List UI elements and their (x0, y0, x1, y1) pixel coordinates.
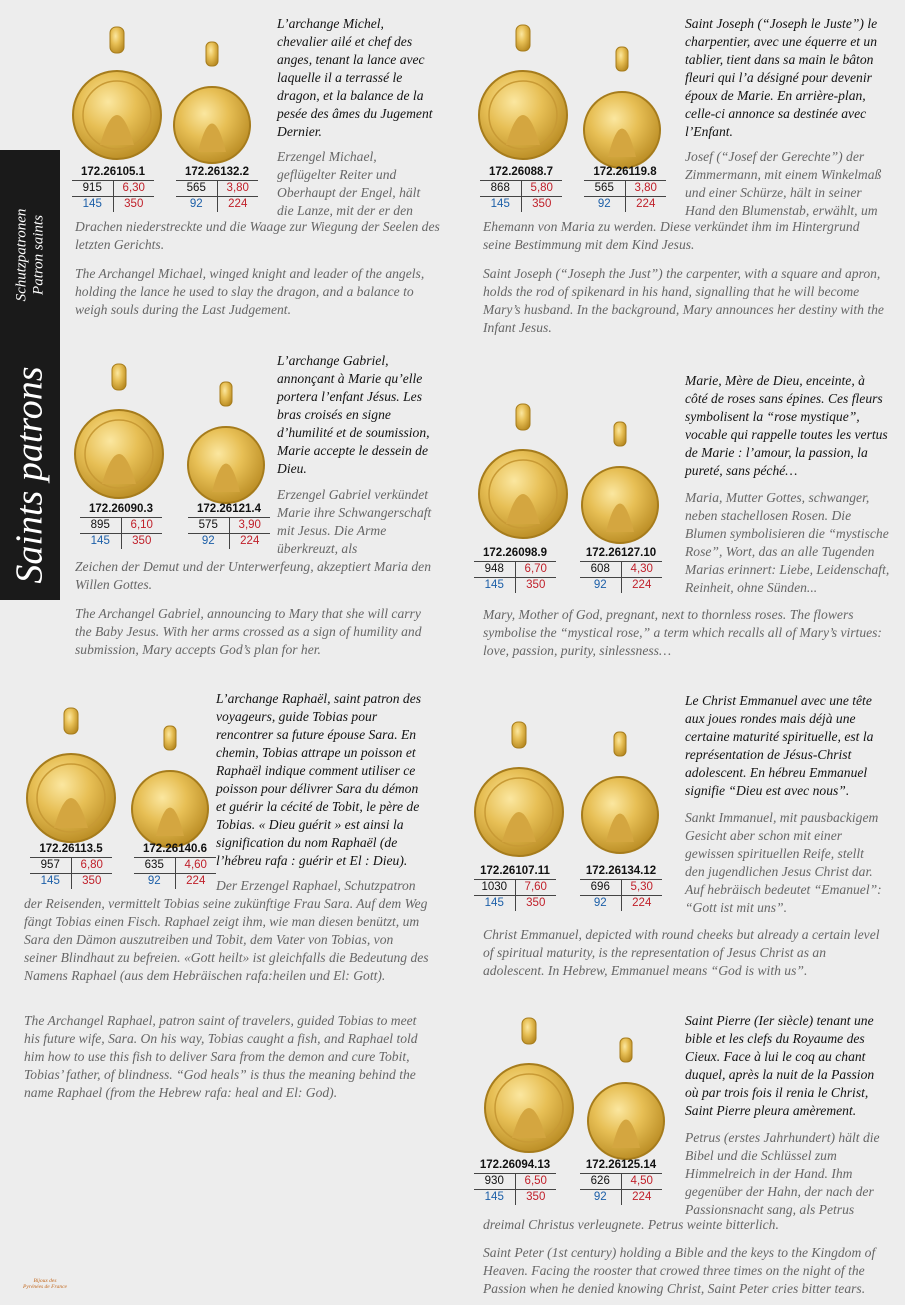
description-de-continued: Drachen niederstreckte und die Waage zur Wiegung der Seelen des letzten Gerichts. (75, 219, 440, 252)
product-price-table: 172.26107.11 1030 7,60 145 350 (474, 864, 556, 911)
product-price-table: 172.26125.14 626 4,50 92 224 (580, 1158, 662, 1205)
medal-pendant-large (482, 1016, 577, 1161)
product-price-table: 172.26088.7 868 5,80 145 350 (480, 165, 562, 212)
description-de-continued: der Reisenden, vermittelt Tobias seine zukünftige Frau Sara. Auf dem Weg fängt Tobias einen Fisch. Raphael zeigt ihm, wie man diesen benützt, um Sara den Dämon auszutreiben und Tobit, dem Vater von Tobias, von seiner Blindhaut zu befreien. «Gott heilt» ist gleichfalls die Bedeutung des Namens Raphael (aus dem Hebräischen rafa:heilen und El: Gott). (24, 896, 429, 983)
description-de: Der Erzengel Raphael, Schutzpatron (216, 878, 416, 893)
description-en: Christ Emmanuel, depicted with round cheeks but already a certain level of spiritual maturity, is the representation of Jesus Christ as an adolescent. In Hebrew, Emmanuel means “God is with us”. (483, 927, 880, 978)
product-price-table: 172.26127.10 608 4,30 92 224 (580, 546, 662, 593)
description-fr: Saint Joseph (“Joseph le Juste”) le charpentier, avec une équerre et un tablier, tient dans sa main le bâton fleuri qui l’a désigné pour devenir époux de Marie. En arrière-plan, celle-ci annonce sa destinée avec l’Enfant. (685, 16, 878, 139)
description-de: Sankt Immanuel, mit pausbackigem Gesicht aber schon mit einer gewissen spirituellen Reife, stellt den jugendlichen Jesus Christ dar. Auf hebräisch bedeutet “Emanuel”: “Gott ist mit uns”. (685, 810, 882, 915)
medal-pendant-large (472, 720, 567, 865)
description-fr: L’archange Gabriel, annonçant à Marie qu’elle portera l’enfant Jésus. Les bras croisés en signe d’humilité et de soumission, Marie accepte le dessein de Dieu. (277, 353, 430, 476)
product-price-table: 172.26090.3 895 6,10 145 350 (80, 502, 162, 549)
sidebar-banner (0, 150, 60, 600)
medal-pendant-small (580, 730, 660, 860)
product-price-table: 172.26105.1 915 6,30 145 350 (72, 165, 154, 212)
description-de: Erzengel Gabriel verkündet Marie ihre Schwangerschaft mit Jesus. Die Arme überkreuzt, als (277, 487, 432, 556)
product-price-table: 172.26119.8 565 3,80 92 224 (584, 165, 666, 212)
description-en: The Archangel Raphael, patron saint of travelers, guided Tobias to meet his future wife, Sara. On his way, Tobias caught a fish, and Raphael told him how to use this fish to deliver Sara from the demon and cure Tobit, Tobias’ father, of blindness. “God heals” is thus the meaning behind the name Raphael (from the Hebrew rafa: heal and El: God). (24, 1013, 418, 1100)
product-price-table: 172.26132.2 565 3,80 92 224 (176, 165, 258, 212)
description-en: Mary, Mother of God, pregnant, next to thornless roses. The flowers symbolise the “mystical rose,” a term which recalls all of Mary’s virtues: love, passion, purity, sinlessness… (483, 607, 882, 658)
section-marie (468, 372, 893, 672)
product-price-table: 172.26134.12 696 5,30 92 224 (580, 864, 662, 911)
medal-pendant-large (476, 23, 571, 168)
section-pierre (468, 1012, 893, 1302)
description-fr: Le Christ Emmanuel avec une tête aux joues rondes mais déjà une certaine maturité spirituelle, est la représentation de Jésus-Christ adolescent. En hébreu Emmanuel signifie “Dieu est avec nous”. (685, 693, 874, 798)
sidebar-subtitle-en: Patron saints (30, 215, 46, 295)
description-fr: Marie, Mère de Dieu, enceinte, à côté de roses sans épines. Ces fleurs symbolisent la “rose mystique”, vocable qui rappelle toutes les vertus de Marie : l’amour, la passion, la pureté, sans péché… (685, 373, 888, 478)
medal-pendant-small (172, 40, 252, 170)
medal-pendant-small (580, 420, 660, 550)
section-raphael (20, 690, 430, 1110)
medal-pendant-small (130, 724, 210, 854)
description-fr: L’archange Raphaël, saint patron des voyageurs, guide Tobias pour rencontrer sa future épouse Sara. En chemin, Tobias attrape un poisson et Raphaël indique comment utiliser ce poisson pour délivrer Sara du démon et guérir la cécité de Tobit, le père de Tobias. « Dieu guérit » est ainsi la signification du nom Raphaël (de l’hébreu rafa : guérir et El : Dieu). (216, 691, 422, 868)
sidebar-title: Saints patrons (9, 366, 52, 584)
medal-pendant-large (72, 362, 167, 507)
medal-pendant-large (70, 25, 165, 170)
product-price-table: 172.26121.4 575 3,90 92 224 (188, 502, 270, 549)
section-joseph (468, 15, 893, 335)
medal-pendant-large (24, 706, 119, 851)
description-de: Erzengel Michael, geflügelter Reiter und Oberhaupt der Engel, hält die Lanze, mit der er den (277, 149, 421, 218)
description-fr: L’archange Michel, chevalier ailé et chef des anges, tenant la lance avec laquelle il a terrassé le dragon, et la balance de la pesée des âmes du Jugement Dernier. (277, 16, 433, 139)
description-en: The Archangel Michael, winged knight and leader of the angels, holding the lance he used to slay the dragon, and a balance to weigh souls during the Last Judgement. (75, 266, 425, 317)
section-emmanuel (468, 692, 893, 992)
medal-pendant-small (586, 1036, 666, 1166)
sidebar-subtitle-de: Schutzpatronen (13, 208, 29, 302)
product-price-table: 172.26113.5 957 6,80 145 350 (30, 842, 112, 889)
medal-pendant-large (476, 402, 571, 547)
description-de-continued: Zeichen der Demut und der Unterwerfeung, akzeptiert Maria den Willen Gottes. (75, 559, 432, 592)
description-de: Maria, Mutter Gottes, schwanger, neben stachellosen Rosen. Die Blumen symbolisieren die “mystische Rose”, Wort, das an alle Tugenden Marias erinnert: Liebe, Leidenschaft, Reinheit, ohne Sünden... (685, 490, 890, 595)
description-de: Petrus (erstes Jahrhundert) hält die Bibel und die Schlüssel zum Himmelreich in der Hand. Ihm gegenüber der Hahn, der nach der Passionsnacht sang, als Petrus (685, 1130, 880, 1217)
description-en: Saint Joseph (“Joseph the Just”) the carpenter, with a square and apron, holds the rod of spikenard in his hand, signalling that he will become Mary’s husband. In the background, Mary announces her destiny with the Infant Jesus. (483, 266, 884, 335)
product-price-table: 172.26140.6 635 4,60 92 224 (134, 842, 216, 889)
section-michel (60, 15, 440, 325)
medal-pendant-small (186, 380, 266, 510)
description-fr: Saint Pierre (Ier siècle) tenant une bible et les clefs du Royaume des Cieux. Face à lui le coq au chant duquel, après la nuit de la Passion où par trois fois il renia le Christ, Saint Pierre pleura amèrement. (685, 1013, 875, 1118)
product-price-table: 172.26094.13 930 6,50 145 350 (474, 1158, 556, 1205)
description-en: Saint Peter (1st century) holding a Bible and the keys to the Kingdom of Heaven. Facing the rooster that crowed three times on the night of the Passion when he denied knowing Christ, Saint Peter cries bitter tears. (483, 1245, 876, 1296)
description-de-continued: dreimal Christus verleugnete. Petrus weinte bitterlich. (483, 1217, 779, 1232)
product-price-table: 172.26098.9 948 6,70 145 350 (474, 546, 556, 593)
medal-pendant-small (582, 45, 662, 175)
description-en: The Archangel Gabriel, announcing to Mary that she will carry the Baby Jesus. With her arms crossed as a sign of humility and submission, Mary accepts God’s plan for her. (75, 606, 422, 657)
brand-logo: Bijoux des Pyrénées de France (23, 1278, 67, 1290)
section-gabriel (60, 352, 440, 662)
description-de-continued: Ehemann von Maria zu werden. Diese verkündet ihm im Hintergrund seine Bestimmung mit dem Kind Jesus. (483, 219, 860, 252)
description-de: Josef (“Josef der Gerechte”) der Zimmermann, mit einem Winkelmaß und einer Schürze, hält in seiner Hand den Blumenstab, erwählt, um (685, 149, 882, 218)
